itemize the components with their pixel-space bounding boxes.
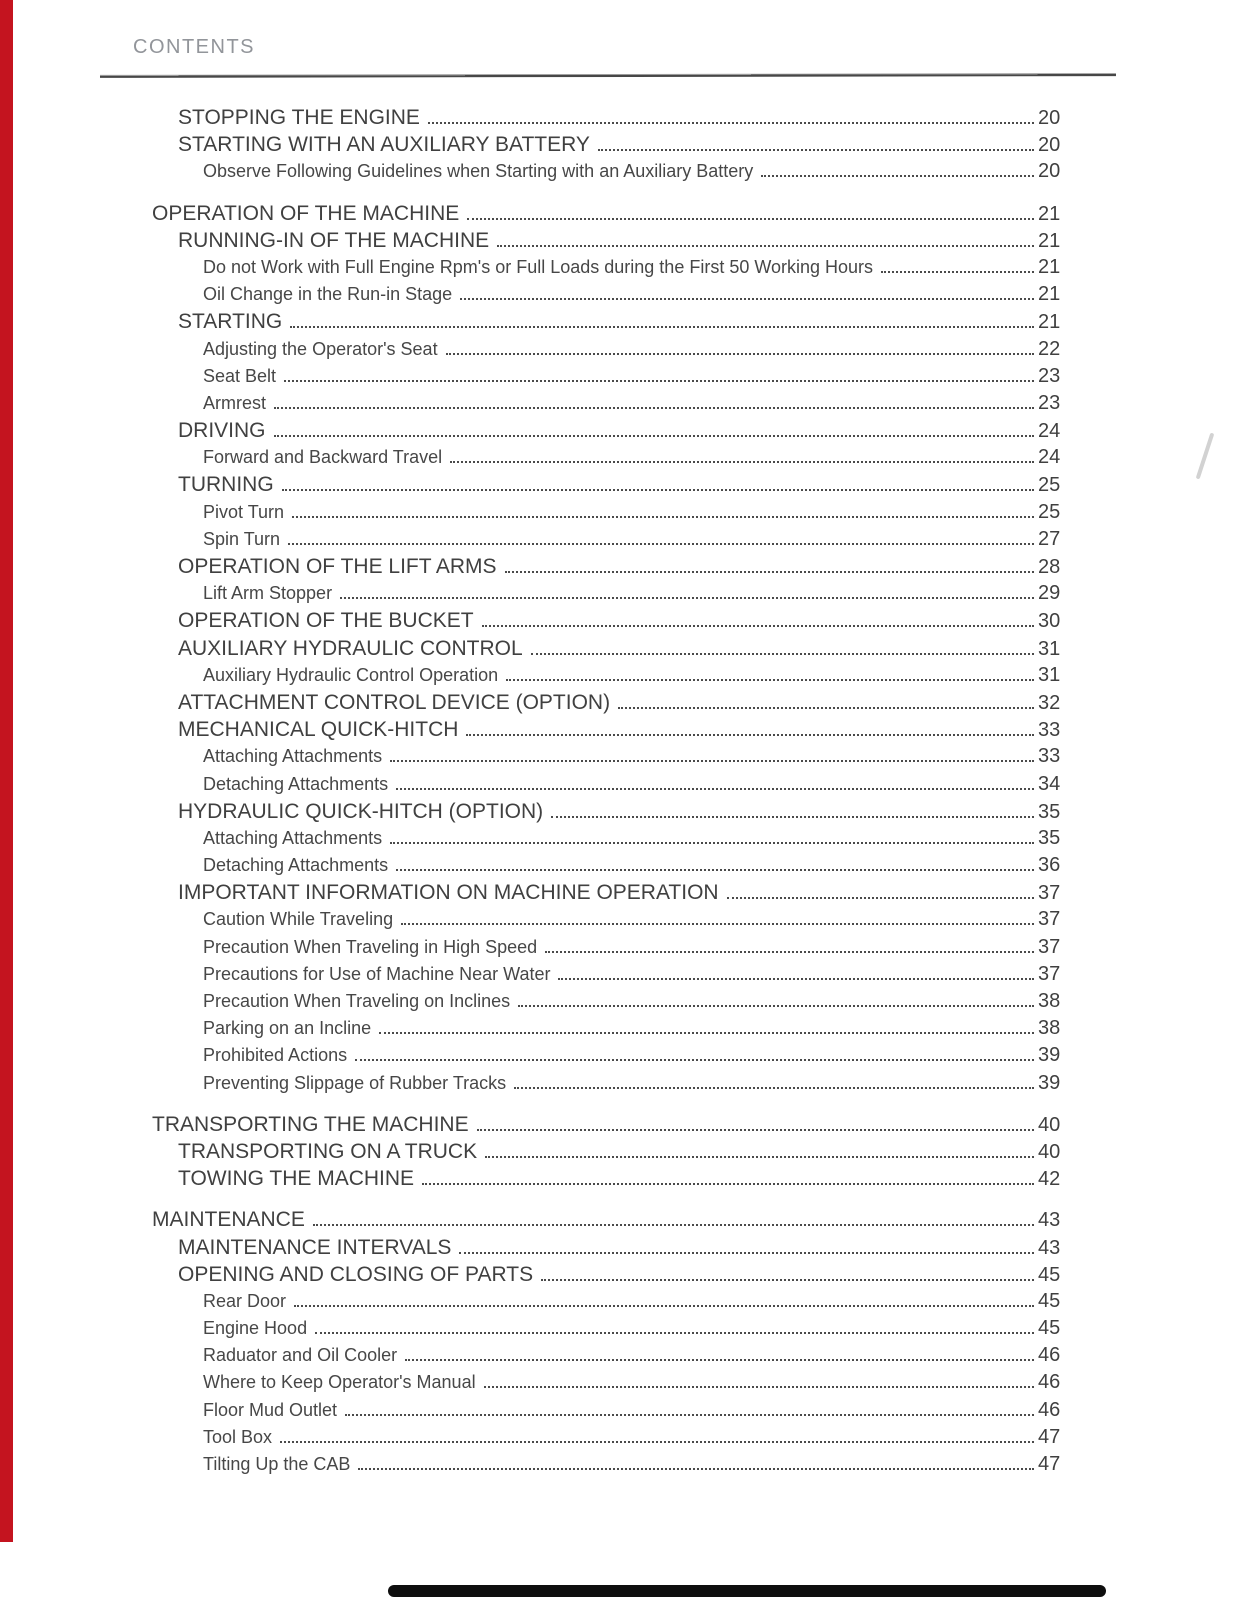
toc-entry-page: 37	[1038, 908, 1061, 931]
toc-entry-title: Detaching Attachments	[203, 855, 389, 876]
toc-entry	[152, 1208, 1064, 1235]
toc-entry	[152, 1072, 1064, 1099]
toc-entry	[152, 1344, 1064, 1371]
toc-entry-page: 40	[1038, 1113, 1061, 1136]
toc-entry-page: 39	[1038, 1044, 1061, 1067]
toc-entry-title: Tool Box	[203, 1426, 273, 1447]
dot-leader	[467, 218, 1034, 220]
dot-leader	[727, 897, 1034, 899]
toc-entry-title: Seat Belt	[203, 365, 277, 386]
toc-entry-title: Rear Door	[203, 1290, 287, 1311]
toc-entry-title: Observe Following Guidelines when Starting with an Auxiliary Battery	[203, 161, 754, 182]
toc-entry	[152, 718, 1064, 745]
dot-leader	[505, 571, 1034, 573]
toc-entry	[152, 310, 1064, 337]
dot-leader	[401, 923, 1034, 925]
toc-section	[152, 106, 1064, 188]
toc-entry-page: 46	[1038, 1344, 1061, 1367]
toc-entry-title: Precautions for Use of Machine Near Water	[203, 963, 551, 984]
toc-entry	[152, 555, 1064, 582]
dot-leader	[881, 271, 1034, 273]
toc-entry	[152, 1167, 1064, 1194]
toc-entry-title: TOWING THE MACHINE	[178, 1167, 415, 1191]
dot-leader	[541, 1279, 1034, 1281]
toc-entry	[152, 637, 1064, 664]
toc-entry	[152, 528, 1064, 555]
toc-entry	[152, 1140, 1064, 1167]
toc-entry-page: 36	[1038, 854, 1061, 877]
toc-entry-title: OPENING AND CLOSING OF PARTS	[178, 1262, 534, 1286]
dot-leader	[459, 1252, 1034, 1254]
toc-entry-page: 24	[1038, 420, 1061, 443]
toc-entry-title: AUXILIARY HYDRAULIC CONTROL	[178, 636, 523, 660]
dot-leader	[390, 760, 1034, 762]
toc-entry	[152, 691, 1064, 718]
dot-leader	[485, 1156, 1034, 1158]
dot-leader	[345, 1414, 1034, 1416]
dot-leader	[497, 245, 1034, 247]
toc-entry-page: 34	[1038, 772, 1061, 795]
toc-entry-title: ATTACHMENT CONTROL DEVICE (OPTION)	[178, 690, 611, 714]
toc-entry-title: Detaching Attachments	[203, 773, 389, 794]
toc-entry-page: 40	[1038, 1140, 1061, 1163]
dot-leader	[460, 298, 1034, 300]
toc-entry	[152, 990, 1064, 1017]
toc-entry	[152, 854, 1064, 881]
toc-entry	[152, 1044, 1064, 1071]
toc-entry-title: STARTING	[178, 310, 283, 334]
toc-entry-title: STARTING WITH AN AUXILIARY BATTERY	[178, 133, 590, 157]
toc-entry-page: 25	[1038, 500, 1061, 523]
toc-entry-page: 21	[1038, 283, 1061, 306]
dot-leader	[531, 653, 1034, 655]
dot-leader	[274, 435, 1034, 437]
toc-entry	[152, 419, 1064, 446]
toc-entry-page: 45	[1038, 1263, 1061, 1286]
toc-entry-title: Attaching Attachments	[203, 827, 383, 848]
toc-entry-title: Floor Mud Outlet	[203, 1399, 338, 1420]
dot-leader	[450, 461, 1034, 463]
scanner-shadow-bar	[388, 1585, 1106, 1597]
toc-entry-title: Tilting Up the CAB	[203, 1454, 351, 1474]
toc-entry	[152, 881, 1064, 908]
toc-entry-title: DRIVING	[178, 419, 266, 443]
toc-entry-page: 35	[1038, 826, 1061, 849]
toc-entry-page: 37	[1038, 962, 1061, 985]
toc-entry	[152, 106, 1064, 133]
toc-entry-page: 45	[1038, 1289, 1061, 1312]
toc-entry-page: 21	[1038, 311, 1061, 334]
toc-entry-page: 37	[1038, 882, 1061, 905]
toc-section	[152, 1208, 1064, 1480]
toc-entry-title: Pivot Turn	[203, 501, 285, 522]
dot-leader	[396, 869, 1034, 871]
toc-entry-title: Auxiliary Hydraulic Control Operation	[203, 664, 499, 685]
toc-entry-title: Attaching Attachments	[203, 746, 383, 767]
dot-leader	[390, 842, 1034, 844]
toc-entry-title: STOPPING THE ENGINE	[178, 106, 420, 129]
toc-entry	[152, 1453, 1064, 1480]
toc-entry-title: TRANSPORTING ON A TRUCK	[178, 1139, 478, 1163]
dot-leader	[282, 489, 1034, 491]
toc-entry-title: RUNNING-IN OF THE MACHINE	[178, 228, 490, 252]
toc-entry-page: 42	[1038, 1168, 1061, 1191]
toc-entry-page: 47	[1038, 1453, 1061, 1475]
toc-entry	[152, 773, 1064, 800]
toc-entry-title: Engine Hood	[203, 1318, 308, 1339]
toc-entry-title: HYDRAULIC QUICK-HITCH (OPTION)	[178, 799, 544, 823]
dot-leader	[506, 679, 1034, 681]
toc-entry	[152, 1399, 1064, 1426]
toc-entry-page: 27	[1038, 527, 1061, 550]
toc-entry-page: 46	[1038, 1398, 1061, 1421]
toc-entry-page: 20	[1038, 134, 1061, 157]
red-binding-edge	[0, 0, 13, 1542]
dot-leader	[422, 1183, 1034, 1185]
toc-entry-page: 47	[1038, 1425, 1061, 1448]
toc-entry-page: 20	[1038, 160, 1061, 183]
toc-entry-page: 33	[1038, 745, 1061, 768]
toc-entry	[152, 963, 1064, 990]
toc-entry	[152, 936, 1064, 963]
toc-entry-title: TRANSPORTING THE MACHINE	[152, 1112, 469, 1136]
dot-leader	[598, 149, 1034, 151]
toc-entry-title: Parking on an Incline	[203, 1018, 372, 1039]
toc-entry-title: Adjusting the Operator's Seat	[203, 338, 438, 359]
dot-leader	[290, 326, 1034, 328]
dot-leader	[518, 1005, 1034, 1007]
toc-entry	[152, 745, 1064, 772]
toc-entry	[152, 229, 1064, 256]
toc	[152, 106, 1064, 1480]
toc-entry	[152, 446, 1064, 473]
toc-entry-page: 21	[1038, 229, 1061, 252]
toc-entry-title: Where to Keep Operator's Manual	[203, 1372, 476, 1393]
dot-leader	[355, 1059, 1034, 1061]
toc-entry	[152, 1426, 1064, 1453]
toc-entry	[152, 827, 1064, 854]
toc-entry	[152, 1290, 1064, 1317]
toc-entry-title: Precaution When Traveling on Inclines	[203, 991, 511, 1011]
toc-entry-title: Armrest	[203, 392, 266, 413]
toc-section	[152, 202, 1064, 1099]
toc-entry-page: 23	[1038, 364, 1061, 387]
toc-entry-title: MAINTENANCE INTERVALS	[178, 1235, 452, 1259]
toc-entry	[152, 609, 1064, 636]
toc-entry-page: 30	[1038, 610, 1061, 633]
toc-entry-page: 45	[1038, 1317, 1061, 1340]
header-rule	[100, 73, 1116, 78]
scan-mark	[1196, 433, 1215, 480]
toc-entry-page: 39	[1038, 1071, 1061, 1094]
toc-entry-title: MECHANICAL QUICK-HITCH	[178, 718, 459, 742]
toc-entry-page: 28	[1038, 556, 1061, 578]
dot-leader	[618, 707, 1034, 709]
toc-entry-title: Precaution When Traveling in High Speed	[203, 936, 538, 957]
dot-leader	[294, 1305, 1034, 1307]
toc-entry	[152, 473, 1064, 500]
toc-entry-page: 43	[1038, 1236, 1061, 1259]
toc-entry-title: Lift Arm Stopper	[203, 583, 333, 604]
toc-entry	[152, 160, 1064, 187]
toc-entry	[152, 133, 1064, 160]
toc-entry	[152, 256, 1064, 283]
dot-leader	[428, 122, 1034, 124]
toc-entry-page: 24	[1038, 446, 1061, 469]
dot-leader	[514, 1087, 1034, 1089]
dot-leader	[482, 625, 1034, 627]
toc-entry-title: IMPORTANT INFORMATION ON MACHINE OPERATION	[178, 881, 719, 905]
dot-leader	[379, 1032, 1034, 1034]
toc-entry-title: Forward and Backward Travel	[203, 447, 443, 468]
toc-entry-page: 38	[1038, 990, 1061, 1012]
toc-entry-page: 21	[1038, 202, 1061, 225]
toc-entry-page: 38	[1038, 1017, 1061, 1040]
toc-entry-page: 20	[1038, 107, 1061, 129]
toc-entry-title: Oil Change in the Run-in Stage	[203, 284, 453, 305]
toc-entry	[152, 1113, 1064, 1140]
toc-entry-title: TURNING	[178, 473, 274, 497]
page-title: CONTENTS	[133, 36, 255, 58]
dot-leader	[396, 788, 1034, 790]
dot-leader	[274, 407, 1034, 409]
dot-leader	[292, 516, 1034, 518]
toc-entry	[152, 800, 1064, 827]
toc-entry	[152, 392, 1064, 419]
dot-leader	[446, 353, 1034, 355]
dot-leader	[405, 1359, 1034, 1361]
toc-entry-title: Preventing Slippage of Rubber Tracks	[203, 1072, 507, 1093]
toc-entry	[152, 1017, 1064, 1044]
toc-entry-title: Caution While Traveling	[203, 909, 394, 930]
toc-entry-page: 32	[1038, 691, 1061, 714]
toc-entry	[152, 908, 1064, 935]
toc-entry	[152, 1371, 1064, 1398]
toc-entry	[152, 1263, 1064, 1290]
dot-leader	[551, 816, 1034, 818]
toc-entry	[152, 202, 1064, 229]
dot-leader	[477, 1129, 1034, 1131]
dot-leader	[358, 1468, 1034, 1470]
toc-entry-page: 37	[1038, 935, 1061, 958]
toc-entry	[152, 501, 1064, 528]
dot-leader	[284, 380, 1034, 382]
toc-entry-title: OPERATION OF THE BUCKET	[178, 609, 474, 633]
toc-entry-title: Spin Turn	[203, 528, 281, 549]
dot-leader	[280, 1441, 1034, 1443]
toc-entry-page: 31	[1038, 637, 1061, 660]
toc-entry-page: 29	[1038, 582, 1061, 605]
toc-entry-title: Prohibited Actions	[203, 1045, 348, 1066]
toc-entry	[152, 283, 1064, 310]
toc-entry-title: MAINTENANCE	[152, 1208, 305, 1232]
dot-leader	[315, 1332, 1034, 1334]
toc-entry-page: 31	[1038, 663, 1061, 686]
toc-entry-page: 22	[1038, 337, 1061, 360]
toc-entry-title: OPERATION OF THE MACHINE	[152, 201, 460, 225]
toc-entry-page: 25	[1038, 474, 1061, 497]
toc-entry	[152, 664, 1064, 691]
toc-entry	[152, 338, 1064, 365]
toc-entry	[152, 1236, 1064, 1263]
toc-entry-title: OPERATION OF THE LIFT ARMS	[178, 555, 497, 578]
toc-entry-title: Do not Work with Full Engine Rpm's or Full Loads during the First 50 Working Hours	[203, 256, 874, 277]
toc-entry-page: 35	[1038, 800, 1061, 823]
dot-leader	[340, 597, 1034, 599]
toc-entry-page: 46	[1038, 1371, 1061, 1394]
toc-entry-page: 43	[1038, 1209, 1061, 1232]
toc-entry	[152, 1317, 1064, 1344]
dot-leader	[288, 543, 1034, 545]
toc-entry	[152, 365, 1064, 392]
toc-section	[152, 1113, 1064, 1195]
dot-leader	[484, 1386, 1034, 1388]
dot-leader	[466, 734, 1034, 736]
toc-entry-page: 21	[1038, 255, 1061, 278]
toc-entry-title: Raduator and Oil Cooler	[203, 1345, 398, 1366]
toc-entry-page: 23	[1038, 391, 1061, 414]
toc-entry-page: 33	[1038, 719, 1061, 742]
dot-leader	[558, 978, 1034, 980]
dot-leader	[761, 175, 1034, 177]
dot-leader	[313, 1224, 1034, 1226]
toc-entry	[152, 582, 1064, 609]
dot-leader	[545, 951, 1034, 953]
